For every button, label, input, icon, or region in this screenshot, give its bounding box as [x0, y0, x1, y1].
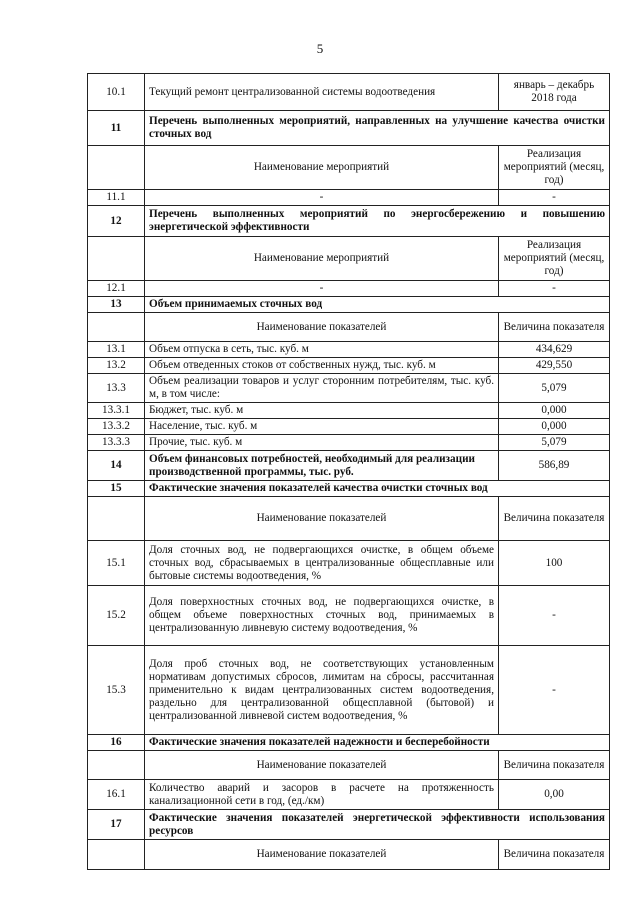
blank-cell [88, 146, 145, 190]
column-header-value: Величина показателя [499, 497, 610, 541]
row-number: 15.2 [88, 586, 145, 646]
row-text: Объем отпуска в сеть, тыс. куб. м [145, 342, 499, 358]
row-value: 0,00 [499, 780, 610, 810]
table-row [88, 735, 610, 751]
row-number: 13.3.3 [88, 435, 145, 451]
report-table [87, 73, 610, 870]
row-value: 5,079 [499, 374, 610, 403]
table-row [88, 237, 610, 281]
row-number: 15.3 [88, 646, 145, 735]
section-title: Фактические значения показателей надежности и бесперебойности [145, 735, 610, 751]
column-header-name: Наименование показателей [145, 313, 499, 342]
table-row [88, 751, 610, 780]
row-value: - [499, 281, 610, 297]
blank-cell [88, 751, 145, 780]
table-row [88, 497, 610, 541]
table-row [88, 74, 610, 111]
row-value: 100 [499, 541, 610, 586]
row-value: 0,000 [499, 419, 610, 435]
row-text: Бюджет, тыс. куб. м [145, 403, 499, 419]
row-number: 11 [88, 111, 145, 146]
column-header-value: Величина показателя [499, 313, 610, 342]
row-text: Население, тыс. куб. м [145, 419, 499, 435]
row-text: Доля проб сточных вод, не соответствующих установленным нормативам допустимых сбросов, лимитам на сбросы, рассчитанная применительно к видам централизованных систем водоотведения, раздельно для централизованной общесплавной (бытовой) и централизованной ливневой систем водоотведения, % [145, 646, 499, 735]
table-row [88, 111, 610, 146]
column-header-name: Наименование показателей [145, 840, 499, 870]
row-text: Объем финансовых потребностей, необходимый для реализации производственной программы, тыс. руб. [145, 451, 499, 481]
section-title: Перечень выполненных мероприятий по энергосбережению и повышению энергетической эффективности [145, 206, 610, 237]
row-text: Объем отведенных стоков от собственных нужд, тыс. куб. м [145, 358, 499, 374]
row-value: 429,550 [499, 358, 610, 374]
row-number: 13 [88, 297, 145, 313]
column-header-name: Наименование мероприятий [145, 237, 499, 281]
table-row [88, 451, 610, 481]
blank-cell [88, 313, 145, 342]
row-value: 5,079 [499, 435, 610, 451]
table-row [88, 646, 610, 735]
row-value: - [499, 586, 610, 646]
row-number: 16 [88, 735, 145, 751]
column-header-name: Наименование мероприятий [145, 146, 499, 190]
section-title: Перечень выполненных мероприятий, направленных на улучшение качества очистки сточных вод [145, 111, 610, 146]
row-text: - [145, 190, 499, 206]
row-text: Прочие, тыс. куб. м [145, 435, 499, 451]
row-number: 13.3.2 [88, 419, 145, 435]
table-row [88, 190, 610, 206]
row-number: 13.3.1 [88, 403, 145, 419]
section-title: Фактические значения показателей энергетической эффективности использования ресурсов [145, 810, 610, 840]
row-number: 13.3 [88, 374, 145, 403]
column-header-value: Величина показателя [499, 840, 610, 870]
table-row [88, 374, 610, 403]
table-row [88, 403, 610, 419]
table-row [88, 146, 610, 190]
table-row [88, 840, 610, 870]
table-row [88, 586, 610, 646]
row-value: - [499, 190, 610, 206]
row-number: 13.1 [88, 342, 145, 358]
row-value: 586,89 [499, 451, 610, 481]
row-number: 15 [88, 481, 145, 497]
blank-cell [88, 840, 145, 870]
table-row [88, 810, 610, 840]
row-value: - [499, 646, 610, 735]
row-number: 11.1 [88, 190, 145, 206]
page-number: 5 [316, 41, 324, 56]
table-row [88, 342, 610, 358]
table-row [88, 541, 610, 586]
table-row [88, 481, 610, 497]
table-row [88, 313, 610, 342]
row-text: Количество аварий и засоров в расчете на протяженность канализационной сети в год, (ед./км) [145, 780, 499, 810]
table-row [88, 780, 610, 810]
row-text: Доля сточных вод, не подвергающихся очистке, в общем объеме сточных вод, сбрасываемых в централизованные общесплавные или бытовые системы водоотведения, % [145, 541, 499, 586]
row-number: 10.1 [88, 74, 145, 111]
column-header-name: Наименование показателей [145, 751, 499, 780]
table-row [88, 358, 610, 374]
section-title: Фактические значения показателей качества очистки сточных вод [145, 481, 610, 497]
row-number: 12 [88, 206, 145, 237]
row-text: Объем реализации товаров и услуг сторонним потребителям, тыс. куб. м, в том числе: [145, 374, 499, 403]
row-number: 17 [88, 810, 145, 840]
column-header-value: Величина показателя [499, 751, 610, 780]
section-title: Объем принимаемых сточных вод [145, 297, 610, 313]
column-header-name: Наименование показателей [145, 497, 499, 541]
row-number: 12.1 [88, 281, 145, 297]
row-value: январь – декабрь 2018 года [499, 74, 610, 111]
row-value: 434,629 [499, 342, 610, 358]
column-header-value: Реализация мероприятий (месяц, год) [499, 237, 610, 281]
row-number: 16.1 [88, 780, 145, 810]
row-value: 0,000 [499, 403, 610, 419]
blank-cell [88, 237, 145, 281]
blank-cell [88, 497, 145, 541]
row-text: Текущий ремонт централизованной системы водоотведения [145, 74, 499, 111]
table-row [88, 419, 610, 435]
table-row [88, 297, 610, 313]
table-row [88, 435, 610, 451]
column-header-value: Реализация мероприятий (месяц, год) [499, 146, 610, 190]
row-text: - [145, 281, 499, 297]
table-row [88, 206, 610, 237]
table-row [88, 281, 610, 297]
row-number: 15.1 [88, 541, 145, 586]
row-number: 14 [88, 451, 145, 481]
row-number: 13.2 [88, 358, 145, 374]
row-text: Доля поверхностных сточных вод, не подвергающихся очистке, в общем объеме поверхностных сточных вод, принимаемых в централизованную ливневую систему водоотведения, % [145, 586, 499, 646]
